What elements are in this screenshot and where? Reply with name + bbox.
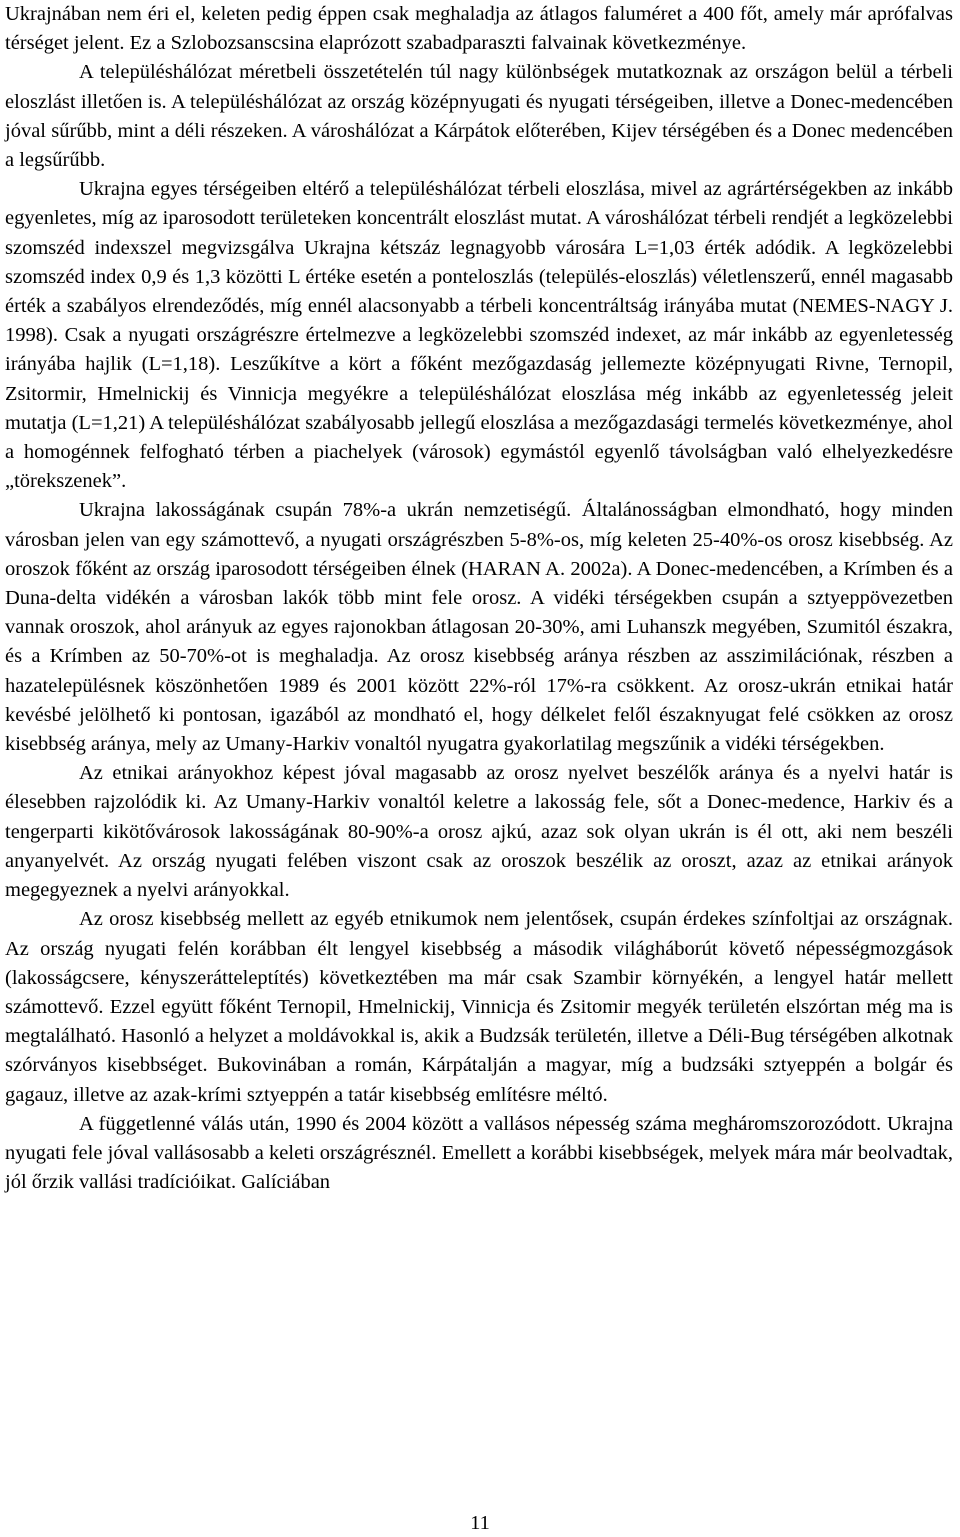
paragraph-2: A településhálózat méretbeli összetételén túl nagy különbségek mutatkoznak az országon belül a térbeli eloszlást illetően is. A településhálózat az ország középnyugati és nyugati térségeiben, illetve a Donec-medencében jóval sűrűbb, mint a déli részeken. A városhálózat a Kárpátok előterében, Kijev térségében és a Donec medencében a legsűrűbb. <box>5 61 953 172</box>
paragraph-6: Az orosz kisebbség mellett az egyéb etnikumok nem jelentősek, csupán érdekes színfoltjai az országnak. Az ország nyugati felén korábban élt lengyel kisebbség a második világháborút követő népességmozgások (lakosságcsere, kényszerátteleptítés) következtében ma már csak Szambir környékén, a lengyel határ mellett számottevő. Ezzel együtt főként Ternopil, Hmelnickij, Vinnicja és Zsitomir megyék területén elszórtan még ma is megtalálható. Hasonló a helyzet a moldávokkal is, akik a Budzsák területén, illetve a Déli-Bug térségében alkotnak szórványos kisebbséget. Bukovinában a román, Kárpátalján a magyar, míg a budzsáki sztyeppén a bolgár és gagauz, illetve az azak-krími sztyeppén a tatár kisebbség említésre méltó. <box>5 908 953 1106</box>
paragraph-1: Ukrajnában nem éri el, keleten pedig éppen csak meghaladja az átlagos faluméret a 400 főt, amely már aprófalvas térséget jelent. Ez a Szlobozsanscsina elaprózott szabadparaszti falvainak következménye. <box>5 3 953 55</box>
paragraph-7: A függetlenné válás után, 1990 és 2004 között a vallásos népesség száma megháromszorozódott. Ukrajna nyugati fele jóval vallásosabb a keleti országrésznél. Emellett a korábbi kisebbségek, melyek mára már beolvadtak, jól őrzik vallási tradícióikat. Galíciában <box>5 1112 953 1194</box>
paragraph-5: Az etnikai arányokhoz képest jóval magasabb az orosz nyelvet beszélők aránya és a nyelvi határ is élesebben rajzolódik ki. Az Umany-Harkiv vonaltól keletre a lakosság fele, sőt a Donec-medence, Harkiv és a tengerparti kikötővárosok lakosságának 80-90%-a orosz ajkú, azaz sok olyan ukrán is él ott, aki nem beszéli anyanyelvét. Az ország nyugati felében viszont csak az oroszok beszélik az oroszt, azaz az etnikai arányok megegyeznek a nyelvi arányokkal. <box>5 762 953 902</box>
document-page <box>5 0 953 1197</box>
paragraph-4: Ukrajna lakosságának csupán 78%-a ukrán nemzetiségű. Általánosságban elmondható, hogy minden városban jelen van egy számottevő, a nyugati országrészben 5-8%-os, míg keleten 25-40%-os orosz kisebbség. Az oroszok főként az ország iparosodott térségeiben élnek (HARAN A. 2002a). A Donec-medencében, a Krímben és a Duna-delta vidékén a városban lakók több mint fele orosz. A vidéki térségekben csupán a sztyeppövezetben vannak oroszok, ahol arányuk az egyes rajonokban átlagosan 20-30%, ami Luhanszk megyében, Szumitól északra, és a Krímben az 50-70%-ot is meghaladja. Az orosz kisebbség aránya részben az asszimilációnak, részben a hazatelepülésnek köszönhetően 1989 és 2001 között 22%-ról 17%-ra csökkent. Az orosz-ukrán etnikai határ kevésbé jelölhető ki pontosan, igazából az mondható el, hogy délkelet felől északnyugat felé csökken az orosz kisebbség aránya, mely az Umany-Harkiv vonaltól nyugatra gyakorlatilag megszűnik a vidéki térségekben. <box>5 499 953 756</box>
paragraph-3: Ukrajna egyes térségeiben eltérő a településhálózat térbeli eloszlása, mivel az agrártérségekben az inkább egyenletes, míg az iparosodott területeken koncentrált eloszlást mutat. A városhálózat térbeli rendjét a legközelebbi szomszéd indexszel megvizsgálva Ukrajna kétszáz legnagyobb városára L=1,03 érték adódik. A legközelebbi szomszéd index 0,9 és 1,3 közötti L értéke esetén a ponteloszlás (település-eloszlás) véletlenszerű, ennél magasabb érték a szabályos elrendeződés, míg ennél alacsonyabb a térbeli koncentráltság irányába mutat (NEMES-NAGY J. 1998). Csak a nyugati országrészre értelmezve a legközelebbi szomszéd indexet, az már inkább az egyenletesség irányába hajlik (L=1,18). Leszűkítve a kört a főként mezőgazdaság jellemezte középnyugati Rivne, Ternopil, Zsitormir, Hmelnickij és Vinnicja megyékre a településhálózat eloszlása még inkább az egyenletesség jeleit mutatja (L=1,21) A településhálózat szabályosabb jellegű eloszlása a mezőgazdasági termelés következménye, ahol a homogénnek felfogható térben a piachelyek (városok) egymástól egyenlő távolságban való elhelyezkedésre „törekszenek”. <box>5 178 953 493</box>
page-number: 11 <box>470 1512 490 1534</box>
